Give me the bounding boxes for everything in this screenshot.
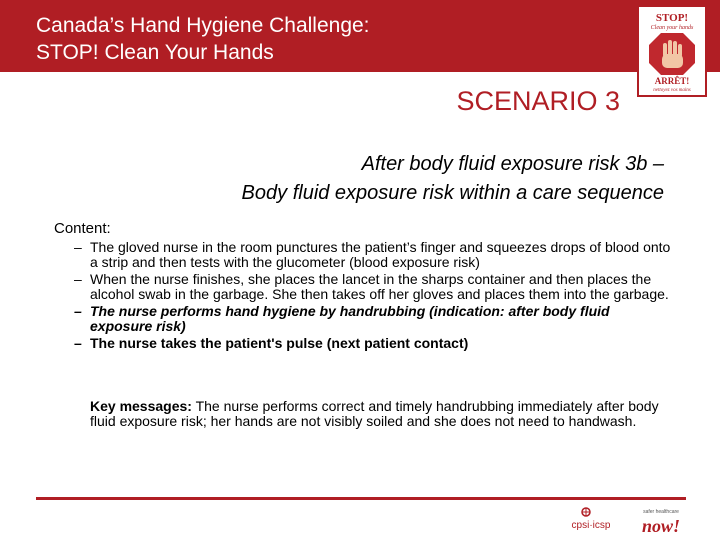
content-list	[72, 240, 672, 353]
subtitle-line-1: After body fluid exposure risk 3b –	[361, 153, 664, 175]
list-item: – The nurse takes the patient's pulse (next patient contact)	[72, 336, 672, 351]
cpsi-logo-text: cpsi·icsp	[571, 520, 611, 531]
logo-arret-sub-text: nettoyez vos mains	[653, 88, 691, 93]
header-bar	[0, 0, 720, 72]
subtitle-line-2: Body fluid exposure risk within a care sequence	[241, 182, 664, 204]
now-logo	[630, 506, 692, 536]
key-messages-label: Key messages:	[90, 398, 192, 414]
logo-sub-text: Clean your hands	[650, 25, 694, 31]
now-logo-text: now!	[641, 516, 681, 536]
cpsi-logo	[560, 505, 622, 533]
list-item: – The nurse performs hand hygiene by handrubbing (indication: after body fluid exposure risk)	[72, 304, 672, 334]
logo-arret-text: ARRÊT!	[654, 76, 690, 86]
footer-divider	[36, 497, 686, 500]
key-messages	[90, 399, 670, 429]
stop-clean-your-hands-logo	[637, 5, 707, 97]
stop-hand-icon	[649, 33, 695, 75]
now-logo-sub-text: safer healthcare	[643, 509, 679, 515]
scenario-heading: SCENARIO 3	[456, 86, 620, 116]
slide-subtitle	[242, 150, 664, 208]
list-item: – The gloved nurse in the room punctures the patient’s finger and squeezes drops of blood onto a strip and then tests with the glucometer (blood exposure risk)	[72, 240, 672, 270]
content-label: Content:	[54, 220, 111, 237]
key-messages-text: The nurse performs correct and timely handrubbing immediately after body fluid exposure risk; her hands are not visibly soiled and she does not need to handwash.	[90, 398, 659, 429]
logo-stop-text: STOP!	[655, 12, 689, 24]
list-item: – When the nurse finishes, she places the lancet in the sharps container and then places the alcohol swab in the garbage. She then takes off her gloves and places them into the garbage.	[72, 272, 672, 302]
page-title: Canada’s Hand Hygiene Challenge: STOP! Clean Your Hands	[36, 14, 370, 64]
